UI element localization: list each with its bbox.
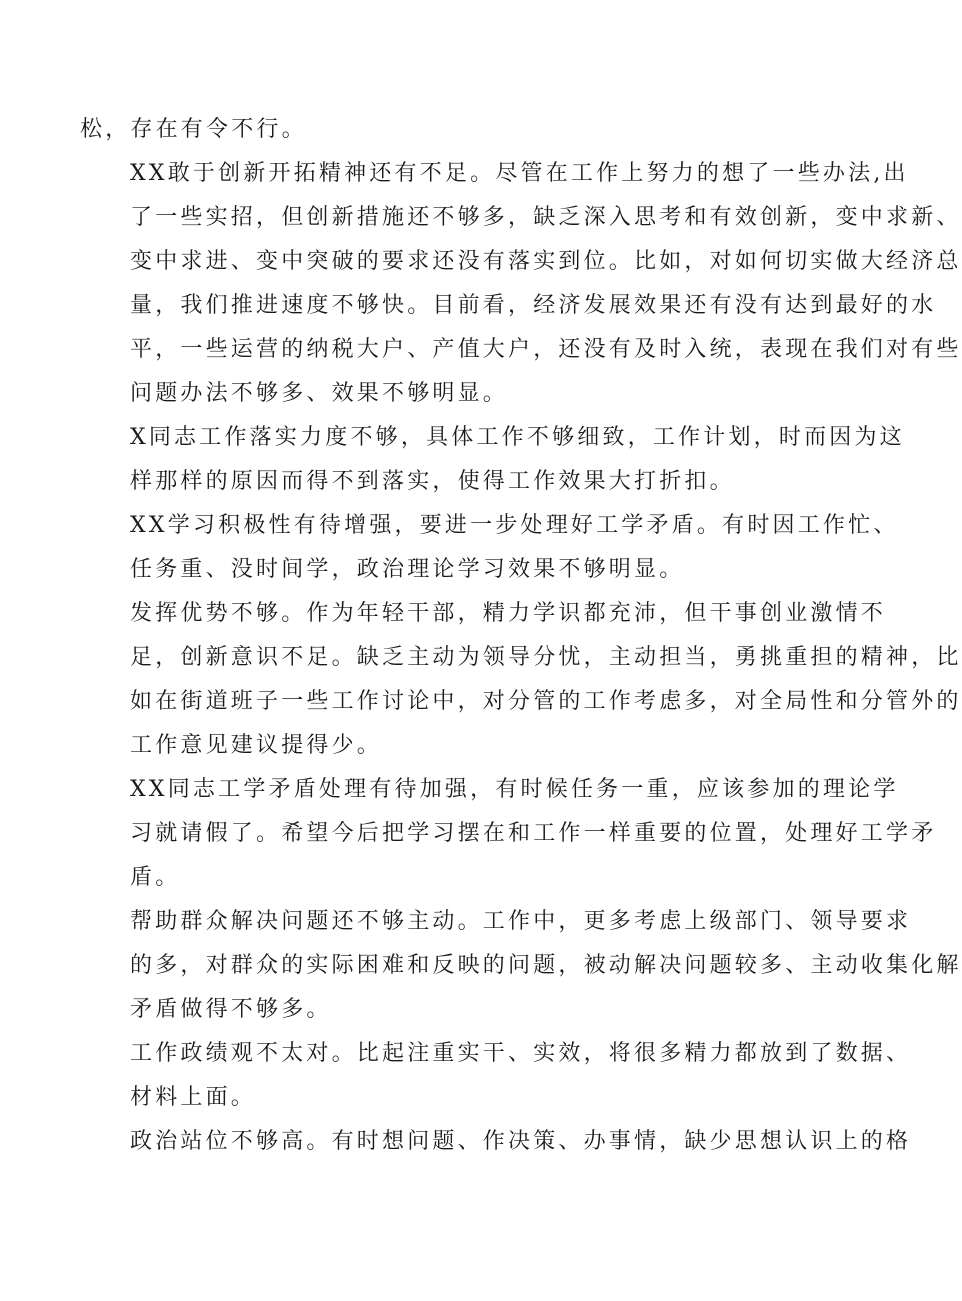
text-line: 工作意见建议提得少。 [130, 733, 383, 758]
text-line: XX敢于创新开拓精神还有不足。尽管在工作上努力的想了一些办法,出 [130, 161, 909, 186]
text-line: 任务重、没时间学，政治理论学习效果不够明显。 [130, 557, 685, 582]
text-line: 平，一些运营的纳税大户、产值大户，还没有及时入统，表现在我们对有些 [130, 337, 962, 362]
text-line: 如在街道班子一些工作讨论中，对分管的工作考虑多，对全局性和分管外的 [130, 689, 962, 714]
text-line: 习就请假了。希望今后把学习摆在和工作一样重要的位置，处理好工学矛 [130, 821, 937, 846]
paragraph [80, 504, 899, 592]
paragraph [80, 592, 962, 768]
text-line: 帮助群众解决问题还不够主动。工作中，更多考虑上级部门、领导要求 [130, 909, 912, 934]
text-line: 的多，对群众的实际困难和反映的问题，被动解决问题较多、主动收集化解 [130, 953, 962, 978]
text-line: XX学习积极性有待增强，要进一步处理好工学矛盾。有时因工作忙、 [130, 513, 899, 538]
paragraph [80, 152, 962, 416]
text-line: 样那样的原因而得不到落实，使得工作效果大打折扣。 [130, 469, 735, 494]
text-line: 足，创新意识不足。缺乏主动为领导分忧，主动担当，勇挑重担的精神，比 [130, 645, 962, 670]
text-line: 发挥优势不够。作为年轻干部，精力学识都充沛，但干事创业激情不 [130, 601, 887, 626]
text-line: 松，存在有令不行。 [80, 117, 307, 142]
text-line: 政治站位不够高。有时想问题、作决策、办事情，缺少思想认识上的格 [130, 1129, 912, 1154]
paragraph [80, 1032, 912, 1120]
text-line: X同志工作落实力度不够，具体工作不够细致，工作计划，时而因为这 [130, 425, 905, 450]
text-line: 问题办法不够多、效果不够明显。 [130, 381, 509, 406]
text-line: 材料上面。 [130, 1085, 257, 1110]
document-body [80, 108, 962, 1164]
text-line: 变中求进、变中突破的要求还没有落实到位。比如，对如何切实做大经济总 [130, 249, 962, 274]
paragraph [80, 900, 962, 1032]
paragraph [80, 1120, 912, 1164]
paragraph [80, 768, 937, 900]
text-line: XX同志工学矛盾处理有待加强，有时候任务一重，应该参加的理论学 [130, 777, 899, 802]
paragraph [80, 108, 850, 152]
text-line: 矛盾做得不够多。 [130, 997, 332, 1022]
paragraph [80, 416, 905, 504]
text-line: 量，我们推进速度不够快。目前看，经济发展效果还有没有达到最好的水 [130, 293, 937, 318]
text-line: 工作政绩观不太对。比起注重实干、实效，将很多精力都放到了数据、 [130, 1041, 912, 1066]
text-line: 盾。 [130, 865, 181, 890]
text-line: 了一些实招，但创新措施还不够多，缺乏深入思考和有效创新，变中求新、 [130, 205, 962, 230]
